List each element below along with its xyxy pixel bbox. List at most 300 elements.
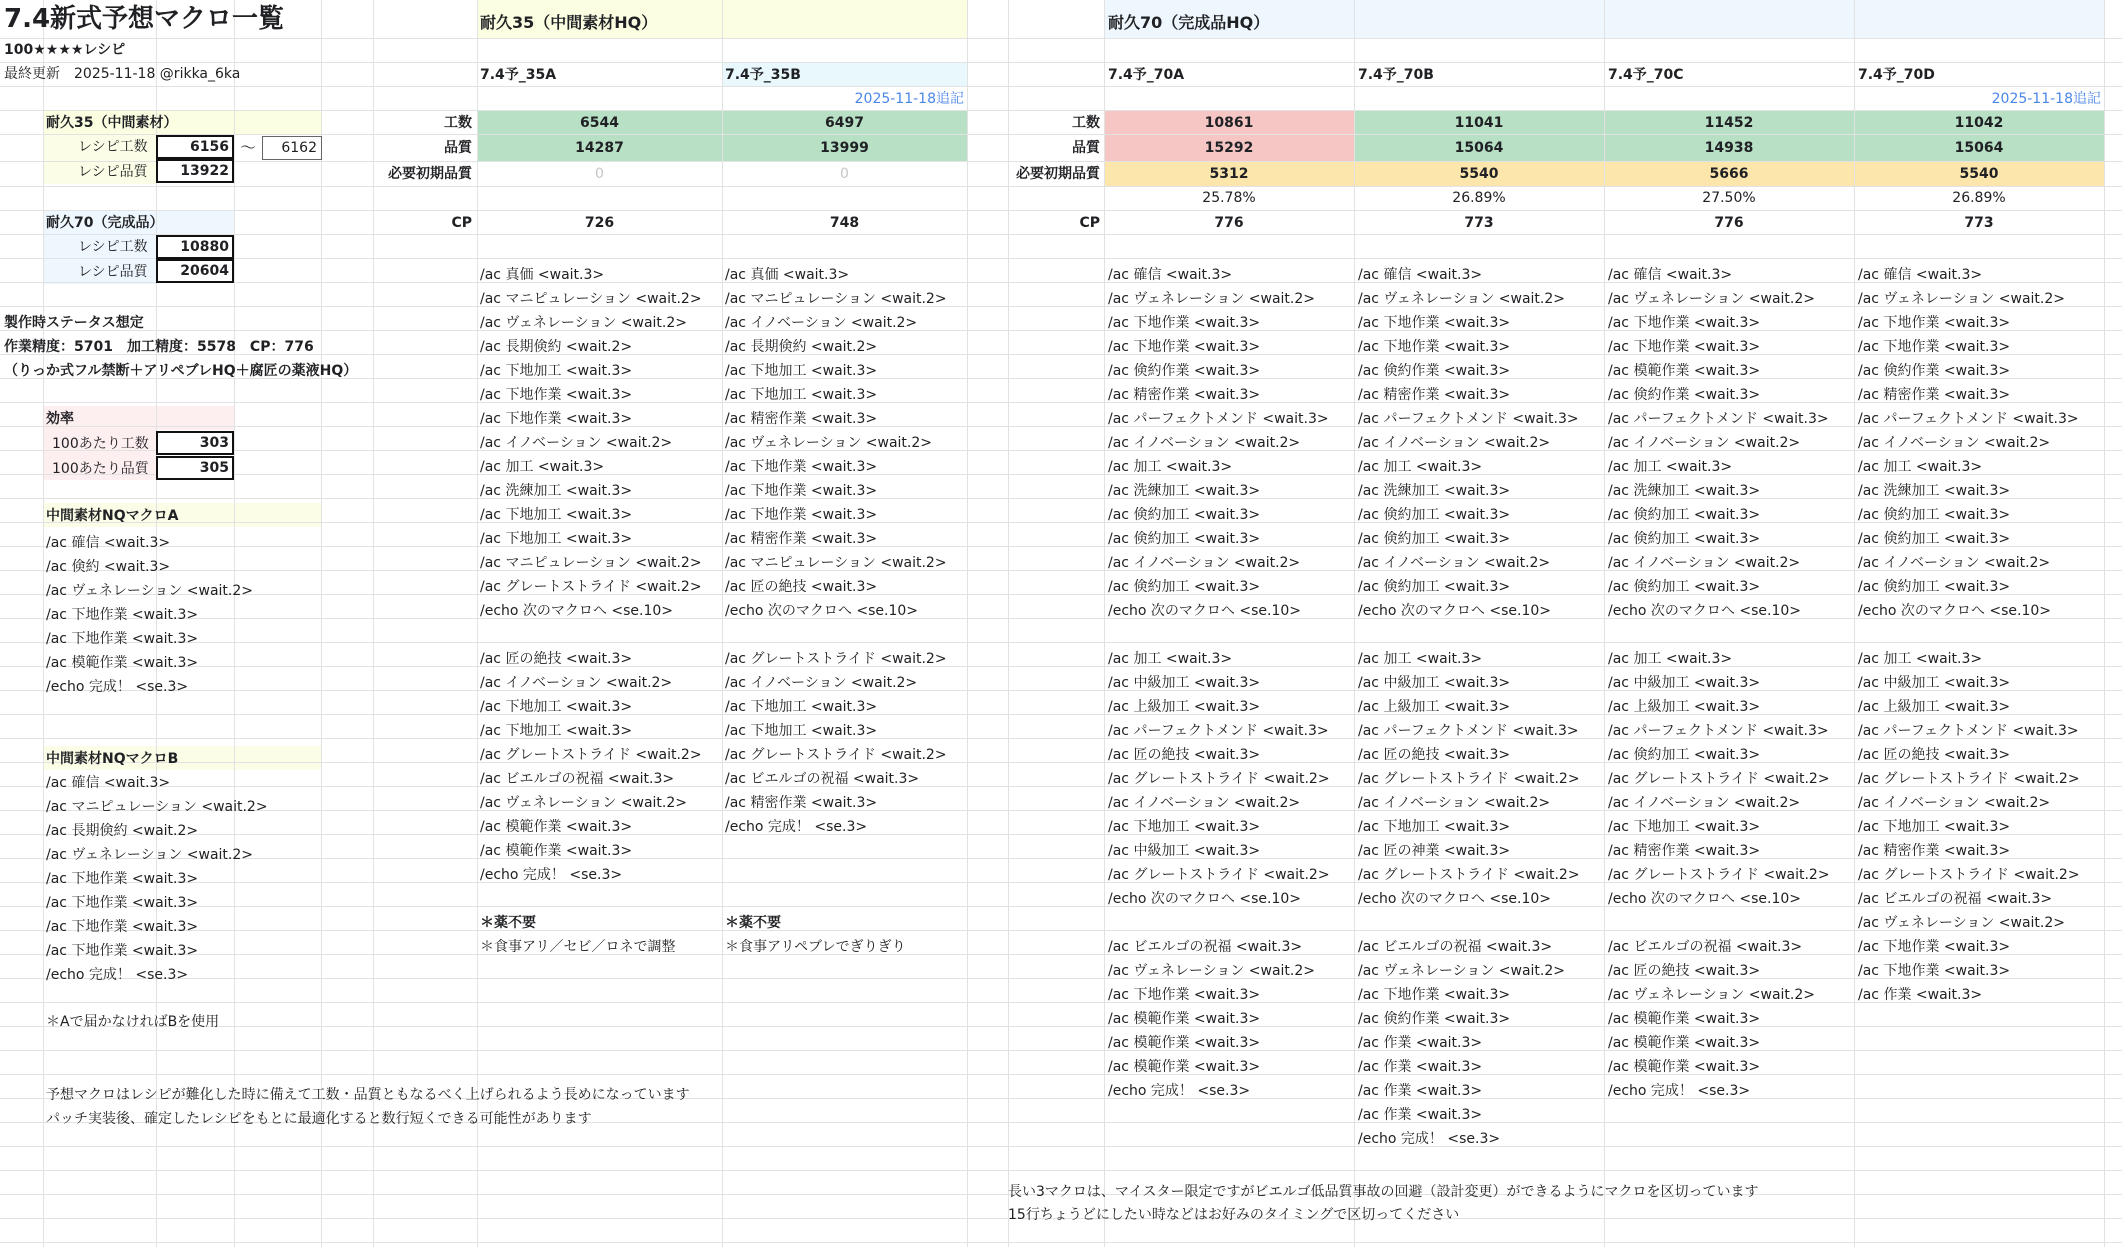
macro-line: /ac 下地作業 <wait.3>	[1858, 339, 2011, 355]
d70-work: 11042	[1954, 115, 2004, 131]
macro-line: /echo 完成！ <se.3>	[46, 679, 189, 695]
macro-line: /ac イノベーション <wait.2>	[725, 315, 918, 331]
macro-line: /ac 下地作業 <wait.3>	[1108, 987, 1261, 1003]
macro-line: /ac グレートストライド <wait.2>	[480, 747, 702, 763]
d70-work: 11041	[1454, 115, 1504, 131]
d35-label-quality: 品質	[444, 140, 472, 156]
macro-line: /ac 下地作業 <wait.3>	[1858, 315, 2011, 331]
tilde: ～	[240, 138, 257, 157]
macro-line: /ac ヴェネレーション <wait.2>	[1108, 963, 1315, 979]
d70-initial: 5312	[1209, 166, 1249, 182]
d70-pct: 25.78%	[1202, 190, 1256, 206]
macro-line: /ac 下地作業 <wait.3>	[1858, 963, 2011, 979]
eff-work-value: 303	[156, 431, 234, 455]
recipe-label: 100★★★★レシピ	[4, 42, 126, 58]
macro-line: /ac 模範作業 <wait.3>	[480, 843, 633, 859]
macro-line	[1358, 911, 1580, 935]
macro-line: ＊食事アリ／セビ／ロネで調整	[480, 939, 676, 955]
macro-line: /ac 精密作業 <wait.3>	[1108, 387, 1261, 403]
macro-line: /echo 次のマクロへ <se.10>	[1358, 891, 1551, 907]
macro-line: /ac 精密作業 <wait.3>	[1858, 843, 2011, 859]
macro-line: /ac 倹約加工 <wait.3>	[1858, 507, 2011, 523]
d70-name: 7.4予_70A	[1108, 67, 1185, 83]
macro-line: /ac グレートストライド <wait.2>	[1858, 771, 2080, 787]
macro-line: /ac グレートストライド <wait.2>	[1108, 867, 1330, 883]
d35-b-initial: 0	[840, 166, 849, 182]
macro-line: /ac 匠の絶技 <wait.3>	[1858, 747, 2011, 763]
macro-line: /ac 作業 <wait.3>	[1358, 1035, 1483, 1051]
d35-b-cp: 748	[829, 215, 860, 231]
macro-line: /ac 倹約加工 <wait.3>	[1608, 507, 1761, 523]
d70-footer-1: 長い3マクロは、マイスター限定ですがビエルゴ低品質事故の回避（設計変更）ができるようにマクロを区切っています	[1008, 1184, 1759, 1200]
macro-line: /ac 長期倹約 <wait.2>	[46, 823, 199, 839]
macro-line: /ac 確信 <wait.3>	[46, 535, 171, 551]
macro-line: /ac ビエルゴの祝福 <wait.3>	[1358, 939, 1553, 955]
macro-line: /ac 倹約 <wait.3>	[46, 559, 171, 575]
d70-header: 耐久70（完成品HQ）	[1108, 13, 1270, 32]
macro-line: /ac 匠の絶技 <wait.3>	[1608, 963, 1761, 979]
macro-line: /ac ヴェネレーション <wait.2>	[480, 795, 687, 811]
macro-line: /ac ヴェネレーション <wait.2>	[1858, 291, 2065, 307]
macro-line: /ac 下地作業 <wait.3>	[46, 871, 199, 887]
d70-d-macro	[1858, 263, 2080, 1007]
status-line1: 作業精度：5701 加工精度：5578 CP：776	[4, 339, 314, 355]
macro-line: /echo 完成！ <se.3>	[480, 867, 623, 883]
eff-quality-value: 305	[156, 456, 234, 480]
macro-line: /ac イノベーション <wait.2>	[480, 435, 673, 451]
d70-label-cp: CP	[1079, 215, 1100, 231]
macro-line: /ac イノベーション <wait.2>	[1108, 435, 1301, 451]
d70-cp: 776	[1214, 215, 1244, 231]
macro-line: /ac ヴェネレーション <wait.2>	[725, 435, 932, 451]
macro-line: /ac グレートストライド <wait.2>	[1108, 771, 1330, 787]
macro-line: /ac イノベーション <wait.2>	[1858, 795, 2051, 811]
macro-line: /ac 中級加工 <wait.3>	[1858, 675, 2011, 691]
macro-line: /ac ヴェネレーション <wait.2>	[1608, 987, 1815, 1003]
macro-line: /ac 倹約作業 <wait.3>	[1358, 363, 1511, 379]
grid-col-line	[722, 0, 723, 1247]
d70-quality: 15064	[1454, 140, 1504, 156]
last-updated: 最終更新 2025-11-18 @rikka_6ka	[4, 66, 241, 82]
grid-col-line	[373, 0, 374, 1247]
macro-line: /ac 下地加工 <wait.3>	[480, 507, 633, 523]
macro-line: /echo 次のマクロへ <se.10>	[1108, 891, 1301, 907]
macro-line: /ac 中級加工 <wait.3>	[1358, 675, 1511, 691]
macro-line: /ac 上級加工 <wait.3>	[1108, 699, 1261, 715]
macro-line: /ac 確信 <wait.3>	[46, 775, 171, 791]
macro-line: /ac 模範作業 <wait.3>	[1108, 1035, 1261, 1051]
macro-line: /ac パーフェクトメンド <wait.3>	[1608, 723, 1829, 739]
d70-initial: 5540	[1959, 166, 1999, 182]
macro-line: /ac イノベーション <wait.2>	[725, 675, 918, 691]
macro-line: /echo 完成！ <se.3>	[1358, 1131, 1501, 1147]
macro-line: /ac 倹約加工 <wait.3>	[1108, 531, 1261, 547]
d35-b-work: 6497	[825, 115, 864, 131]
macro-line: /ac 作業 <wait.3>	[1358, 1107, 1483, 1123]
macro-line: /ac 下地加工 <wait.3>	[1608, 819, 1761, 835]
macro-line: /ac パーフェクトメンド <wait.3>	[1858, 723, 2079, 739]
macro-line: /ac 下地加工 <wait.3>	[1108, 819, 1261, 835]
macro-line: /ac 倹約加工 <wait.3>	[1608, 579, 1761, 595]
macro-line: /ac 加工 <wait.3>	[1608, 459, 1733, 475]
macro-line: /ac 洗練加工 <wait.3>	[480, 483, 633, 499]
macro-line: /ac マニピュレーション <wait.2>	[725, 291, 947, 307]
macro-line: /ac 確信 <wait.3>	[1608, 267, 1733, 283]
macro-line: /ac 下地作業 <wait.3>	[1108, 315, 1261, 331]
macro-line: /ac 倹約加工 <wait.3>	[1858, 531, 2011, 547]
macro-line: /ac パーフェクトメンド <wait.3>	[1358, 723, 1579, 739]
macro-line: /ac 精密作業 <wait.3>	[1358, 387, 1511, 403]
macro-line: /ac 洗練加工 <wait.3>	[1608, 483, 1761, 499]
macro-line	[1608, 623, 1830, 647]
macro-line: /ac 下地加工 <wait.3>	[725, 723, 878, 739]
macro-line: /ac 模範作業 <wait.3>	[480, 819, 633, 835]
macro-line: /ac 上級加工 <wait.3>	[1858, 699, 2011, 715]
macro-line: /echo 次のマクロへ <se.10>	[1608, 603, 1801, 619]
macro-line: /ac イノベーション <wait.2>	[1858, 435, 2051, 451]
macro-line: /ac 真価 <wait.3>	[725, 267, 850, 283]
d35-b-macro	[725, 263, 947, 959]
macro-line: /ac 下地作業 <wait.3>	[725, 507, 878, 523]
macroA-lines	[46, 531, 253, 699]
macro-line: /echo 完成！ <se.3>	[1108, 1083, 1251, 1099]
macro-line: /ac ヴェネレーション <wait.2>	[480, 315, 687, 331]
macro-line: /ac 模範作業 <wait.3>	[1608, 1011, 1761, 1027]
macro-line: /ac 下地作業 <wait.3>	[46, 919, 199, 935]
macro-line: /ac 作業 <wait.3>	[1358, 1059, 1483, 1075]
macro-line: /ac 倹約作業 <wait.3>	[1108, 363, 1261, 379]
macro-line: /ac 下地作業 <wait.3>	[46, 607, 199, 623]
left-d35-header: 耐久35（中間素材）	[46, 115, 178, 131]
d35-label-initial: 必要初期品質	[388, 166, 472, 182]
note-ab: ＊Aで届かなければBを使用	[46, 1014, 220, 1030]
macro-line: /ac 確信 <wait.3>	[1858, 267, 1983, 283]
macro-line: /ac 作業 <wait.3>	[1858, 987, 1983, 1003]
macro-line: /echo 完成！ <se.3>	[1608, 1083, 1751, 1099]
macro-line: /ac 模範作業 <wait.3>	[1108, 1011, 1261, 1027]
left-d70-quality-label: レシピ品質	[78, 264, 148, 280]
macroB-header: 中間素材NQマクロB	[46, 751, 179, 767]
macro-line: /ac 上級加工 <wait.3>	[1608, 699, 1761, 715]
d70-pct: 26.89%	[1952, 190, 2006, 206]
macro-line: /echo 次のマクロへ <se.10>	[480, 603, 673, 619]
macro-line: /ac ヴェネレーション <wait.2>	[46, 583, 253, 599]
macro-line: /ac 精密作業 <wait.3>	[1858, 387, 2011, 403]
macro-line: /ac 下地作業 <wait.3>	[1608, 339, 1761, 355]
macro-line: /ac 匠の絶技 <wait.3>	[480, 651, 633, 667]
macro-line: /ac グレートストライド <wait.2>	[1358, 867, 1580, 883]
macro-line: /ac 下地加工 <wait.3>	[725, 363, 878, 379]
macro-line: /ac 下地加工 <wait.3>	[480, 723, 633, 739]
macro-line: /ac 精密作業 <wait.3>	[1608, 843, 1761, 859]
macro-line: /ac ヴェネレーション <wait.2>	[1108, 291, 1315, 307]
grid-row-line	[0, 258, 2122, 259]
grid-col-line	[477, 0, 478, 1247]
d35-date-note: 2025-11-18追記	[854, 91, 964, 107]
macro-line: /ac 倹約加工 <wait.3>	[1358, 507, 1511, 523]
macro-line: /ac 確信 <wait.3>	[1358, 267, 1483, 283]
d70-label-initial: 必要初期品質	[1016, 166, 1100, 182]
macro-line: /ac イノベーション <wait.2>	[1358, 555, 1551, 571]
macroB-lines	[46, 771, 268, 987]
macro-line: /ac 下地作業 <wait.3>	[46, 895, 199, 911]
d70-footer-2: 15行ちょうどにしたい時などはお好みのタイミングで区切ってください	[1008, 1207, 1460, 1223]
macro-line: /ac 倹約加工 <wait.3>	[1358, 579, 1511, 595]
macro-line: /ac パーフェクトメンド <wait.3>	[1608, 411, 1829, 427]
d35-b-quality: 13999	[820, 140, 869, 156]
macro-line	[725, 623, 947, 647]
macro-line: ＊薬不要	[480, 915, 536, 931]
macro-line: /ac イノベーション <wait.2>	[1858, 555, 2051, 571]
macro-line: /ac 下地作業 <wait.3>	[46, 943, 199, 959]
grid-col-line	[43, 0, 44, 1247]
macro-line: /ac 下地加工 <wait.3>	[480, 531, 633, 547]
macro-line: /ac イノベーション <wait.2>	[1108, 795, 1301, 811]
macro-line: /echo 次のマクロへ <se.10>	[1358, 603, 1551, 619]
macro-line: /ac イノベーション <wait.2>	[1608, 435, 1801, 451]
d70-cp: 773	[1964, 215, 1994, 231]
macro-line: /ac パーフェクトメンド <wait.3>	[1358, 411, 1579, 427]
note-1: 予想マクロはレシピが難化した時に備えて工数・品質ともなるべく上げられるよう長めになっています	[46, 1087, 690, 1103]
macro-line: /ac ビエルゴの祝福 <wait.3>	[1858, 891, 2053, 907]
macro-line	[1858, 623, 2080, 647]
left-d35-work-label: レシピ工数	[78, 139, 148, 155]
macro-line: /ac マニピュレーション <wait.2>	[480, 291, 702, 307]
d70-quality: 15292	[1204, 140, 1254, 156]
d70-name: 7.4予_70C	[1608, 67, 1684, 83]
macro-line: /ac ビエルゴの祝福 <wait.3>	[1608, 939, 1803, 955]
macro-line: /echo 次のマクロへ <se.10>	[1858, 603, 2051, 619]
d70-cp: 773	[1464, 215, 1494, 231]
macro-line: /ac 倹約加工 <wait.3>	[1108, 507, 1261, 523]
macro-line: /ac 下地作業 <wait.3>	[480, 387, 633, 403]
macro-line: /ac 模範作業 <wait.3>	[1108, 1059, 1261, 1075]
macro-line: /ac 長期倹約 <wait.2>	[480, 339, 633, 355]
macro-line: /ac 真価 <wait.3>	[480, 267, 605, 283]
d70-work: 11452	[1704, 115, 1754, 131]
left-d70-work-label: レシピ工数	[78, 239, 148, 255]
macro-line: /ac 下地作業 <wait.3>	[1608, 315, 1761, 331]
macro-line: /ac 下地加工 <wait.3>	[480, 699, 633, 715]
d35-a-quality: 14287	[575, 140, 624, 156]
macro-line: /ac 加工 <wait.3>	[1108, 459, 1233, 475]
macro-line: /ac 洗練加工 <wait.3>	[1858, 483, 2011, 499]
macroA-header: 中間素材NQマクロA	[46, 508, 179, 524]
macro-line: /ac 下地作業 <wait.3>	[46, 631, 199, 647]
macro-line: /ac 精密作業 <wait.3>	[725, 531, 878, 547]
macro-line: /ac 倹約加工 <wait.3>	[1108, 579, 1261, 595]
macro-line: /ac 倹約加工 <wait.3>	[1608, 747, 1761, 763]
macro-line: /ac 下地加工 <wait.3>	[480, 363, 633, 379]
macro-line: /ac ヴェネレーション <wait.2>	[1358, 963, 1565, 979]
grid-row-line	[0, 62, 2122, 63]
macro-line: /echo 完成！ <se.3>	[46, 967, 189, 983]
macro-line: /ac 精密作業 <wait.3>	[725, 411, 878, 427]
macro-line: /ac 倹約加工 <wait.3>	[1358, 531, 1511, 547]
grid-row-line	[0, 1242, 2122, 1243]
d35-a-initial: 0	[595, 166, 604, 182]
note-2: パッチ実装後、確定したレシピをもとに最適化すると数行短くできる可能性があります	[46, 1111, 592, 1127]
d70-c-macro	[1608, 263, 1830, 1103]
macro-line: /ac 倹約作業 <wait.3>	[1358, 1011, 1511, 1027]
macro-line: /ac マニピュレーション <wait.2>	[480, 555, 702, 571]
macro-line: /ac 加工 <wait.3>	[1858, 459, 1983, 475]
macro-line: /ac 加工 <wait.3>	[1608, 651, 1733, 667]
grid-col-line	[967, 0, 968, 1247]
macro-line: /ac 下地作業 <wait.3>	[1358, 315, 1511, 331]
macro-line: /ac イノベーション <wait.2>	[1108, 555, 1301, 571]
d35-col-a-name: 7.4予_35A	[480, 67, 557, 83]
d70-pct: 26.89%	[1452, 190, 1506, 206]
left-d70-header: 耐久70（完成品）	[46, 215, 164, 231]
macro-line: ＊薬不要	[725, 915, 781, 931]
macro-line: /ac イノベーション <wait.2>	[1608, 555, 1801, 571]
macro-line: /ac 作業 <wait.3>	[1358, 1083, 1483, 1099]
macro-line: /ac 精密作業 <wait.3>	[725, 795, 878, 811]
page-title: 7.4新式予想マクロ一覧	[4, 4, 285, 34]
macro-line: /ac 倹約加工 <wait.3>	[1858, 579, 2011, 595]
macro-line: /ac 中級加工 <wait.3>	[1108, 675, 1261, 691]
left-d35-quality-value: 13922	[156, 159, 234, 183]
macro-line: /ac 匠の絶技 <wait.3>	[1358, 747, 1511, 763]
macro-line: /ac イノベーション <wait.2>	[1608, 795, 1801, 811]
macro-line: /ac マニピュレーション <wait.2>	[46, 799, 268, 815]
macro-line: /ac 加工 <wait.3>	[1358, 651, 1483, 667]
d70-cp: 776	[1714, 215, 1744, 231]
macro-line: /ac 洗練加工 <wait.3>	[1108, 483, 1261, 499]
macro-line: /ac 倹約作業 <wait.3>	[1608, 387, 1761, 403]
macro-line: /ac 下地作業 <wait.3>	[725, 483, 878, 499]
macro-line: /ac 下地作業 <wait.3>	[1858, 939, 2011, 955]
macro-line: /ac 長期倹約 <wait.2>	[725, 339, 878, 355]
grid-row-line	[0, 38, 2122, 39]
macro-line: /ac ビエルゴの祝福 <wait.3>	[480, 771, 675, 787]
macro-line: /ac 匠の神業 <wait.3>	[1358, 843, 1511, 859]
macro-line: /ac 倹約作業 <wait.3>	[1858, 363, 2011, 379]
macro-line: /ac 中級加工 <wait.3>	[1608, 675, 1761, 691]
macro-line	[725, 887, 947, 911]
macro-line: /ac グレートストライド <wait.2>	[480, 579, 702, 595]
macro-line: /ac 下地加工 <wait.3>	[1858, 819, 2011, 835]
d35-label-work: 工数	[444, 115, 472, 131]
macro-line: /ac 倹約加工 <wait.3>	[1608, 531, 1761, 547]
left-d70-quality-value: 20604	[156, 259, 234, 283]
left-d70-work-value: 10880	[156, 235, 234, 259]
grid-row-line	[0, 86, 2122, 87]
d35-header: 耐久35（中間素材HQ）	[480, 13, 658, 32]
macro-line: /echo 次のマクロへ <se.10>	[1608, 891, 1801, 907]
macro-line: /ac 上級加工 <wait.3>	[1358, 699, 1511, 715]
eff-quality-label: 100あたり品質	[52, 461, 149, 477]
macro-line: /ac 洗練加工 <wait.3>	[1358, 483, 1511, 499]
d70-date-note: 2025-11-18追記	[1991, 91, 2101, 107]
macro-line: /echo 次のマクロへ <se.10>	[1108, 603, 1301, 619]
d70-quality: 14938	[1704, 140, 1754, 156]
macro-line: /ac グレートストライド <wait.2>	[1608, 867, 1830, 883]
d35-label-cp: CP	[451, 215, 472, 231]
d70-a-macro	[1108, 263, 1330, 1103]
d70-pct: 27.50%	[1702, 190, 1756, 206]
grid-col-line	[1008, 0, 1009, 1247]
grid-col-line	[2104, 0, 2105, 1247]
macro-line	[1358, 623, 1580, 647]
d35-a-work: 6544	[580, 115, 619, 131]
d70-quality: 15064	[1954, 140, 2004, 156]
macro-line: /ac 下地作業 <wait.3>	[1108, 339, 1261, 355]
d70-name: 7.4予_70B	[1358, 67, 1434, 83]
grid-row-line	[0, 1170, 2122, 1171]
eff-work-label: 100あたり工数	[52, 436, 149, 452]
macro-line: /ac ヴェネレーション <wait.2>	[46, 847, 253, 863]
macro-line: /ac 下地加工 <wait.3>	[725, 387, 878, 403]
d70-work: 10861	[1204, 115, 1254, 131]
macro-line: /ac グレートストライド <wait.2>	[1858, 867, 2080, 883]
d70-label-quality: 品質	[1072, 140, 1100, 156]
macro-line	[725, 863, 947, 887]
macro-line: /ac パーフェクトメンド <wait.3>	[1858, 411, 2079, 427]
macro-line: ＊食事アリペブレでぎりぎり	[725, 939, 906, 955]
macro-line: /ac ビエルゴの祝福 <wait.3>	[1108, 939, 1303, 955]
macro-line: /ac 模範作業 <wait.3>	[1608, 363, 1761, 379]
d70-label-work: 工数	[1072, 115, 1100, 131]
grid-col-line	[321, 0, 322, 1247]
macro-line	[1608, 911, 1830, 935]
macro-line: /ac 匠の絶技 <wait.3>	[1108, 747, 1261, 763]
macro-line: /ac イノベーション <wait.2>	[1358, 795, 1551, 811]
macro-line	[725, 839, 947, 863]
macro-line: /ac ビエルゴの祝福 <wait.3>	[725, 771, 920, 787]
d70-b-macro	[1358, 263, 1580, 1151]
macro-line: /ac 確信 <wait.3>	[1108, 267, 1233, 283]
macro-line: /ac マニピュレーション <wait.2>	[725, 555, 947, 571]
left-d35-quality-label: レシピ品質	[78, 164, 148, 180]
macro-line: /ac 下地加工 <wait.3>	[725, 699, 878, 715]
macro-line: /ac グレートストライド <wait.2>	[1358, 771, 1580, 787]
macro-line: /ac イノベーション <wait.2>	[480, 675, 673, 691]
macro-line: /ac 模範作業 <wait.3>	[1608, 1059, 1761, 1075]
macro-line: /ac 匠の絶技 <wait.3>	[725, 579, 878, 595]
macro-line: /ac 中級加工 <wait.3>	[1108, 843, 1261, 859]
d70-initial: 5540	[1459, 166, 1499, 182]
d35-a-macro	[480, 263, 702, 959]
macro-line: /ac ヴェネレーション <wait.2>	[1358, 291, 1565, 307]
left-d35-work-value: 6156	[156, 135, 234, 159]
d70-name: 7.4予_70D	[1858, 67, 1935, 83]
macro-line: /ac イノベーション <wait.2>	[1358, 435, 1551, 451]
macro-line	[480, 887, 702, 911]
macro-line: /ac グレートストライド <wait.2>	[725, 651, 947, 667]
status-line2: （りっか式フル禁断＋アリペブレHQ＋腐匠の薬液HQ）	[4, 363, 358, 379]
macro-line: /echo 次のマクロへ <se.10>	[725, 603, 918, 619]
macro-line: /ac ヴェネレーション <wait.2>	[1608, 291, 1815, 307]
d35-col-b-name: 7.4予_35B	[725, 67, 801, 83]
macro-line: /ac グレートストライド <wait.2>	[1608, 771, 1830, 787]
left-d35-work-value2: 6162	[262, 136, 322, 160]
d35-a-cp: 726	[584, 215, 615, 231]
macro-line	[480, 623, 702, 647]
macro-line: /ac グレートストライド <wait.2>	[725, 747, 947, 763]
macro-line: /ac 加工 <wait.3>	[1858, 651, 1983, 667]
macro-line: /ac 下地加工 <wait.3>	[1358, 819, 1511, 835]
macro-line: /ac 加工 <wait.3>	[480, 459, 605, 475]
macro-line: /ac 模範作業 <wait.3>	[46, 655, 199, 671]
macro-line: /ac ヴェネレーション <wait.2>	[1858, 915, 2065, 931]
macro-line: /ac 下地作業 <wait.3>	[480, 411, 633, 427]
eff-header: 効率	[46, 411, 74, 427]
d70-initial: 5666	[1709, 166, 1749, 182]
macro-line: /ac 下地作業 <wait.3>	[1358, 987, 1511, 1003]
macro-line: /ac パーフェクトメンド <wait.3>	[1108, 723, 1329, 739]
